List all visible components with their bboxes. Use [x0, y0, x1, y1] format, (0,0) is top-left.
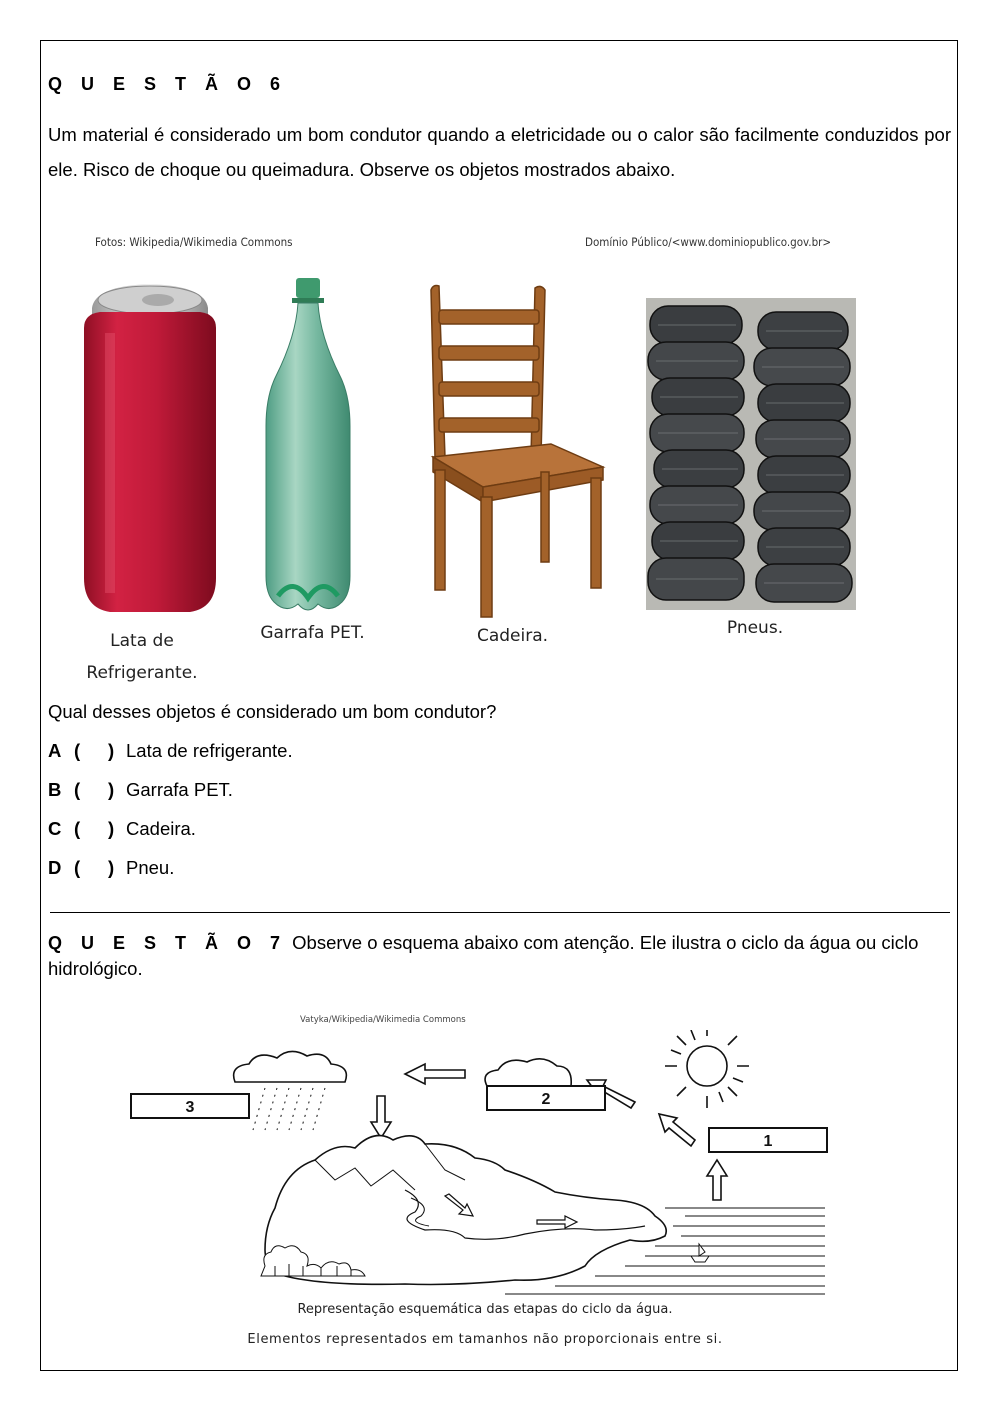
question-7-title: Q U E S T Ã O 7	[48, 933, 288, 953]
label-2: 2	[541, 1091, 551, 1108]
sun-icon	[665, 1030, 749, 1108]
option-text: Pneu.	[126, 857, 175, 878]
pet-bottle-icon	[258, 276, 358, 621]
option-text: Lata de refrigerante.	[126, 740, 293, 761]
option-letter: A	[48, 740, 62, 761]
photo-credit-left: Fotos: Wikipedia/Wikimedia Commons	[95, 235, 293, 249]
option-paren-open: (	[74, 740, 81, 761]
question-6-text: Um material é considerado um bom condutor quando a eletricidade ou o calor são facilmente conduzidos por ele. Risco de choque ou queimadura. Observe os objetos mostrados abaixo.	[48, 124, 951, 180]
soda-can-icon	[70, 278, 230, 628]
option-paren-close: )	[108, 740, 115, 761]
caption-tires: Pneus.	[726, 618, 784, 638]
arrow-condensation-icon	[405, 1064, 465, 1084]
arrow-evaporation-icon	[707, 1160, 727, 1200]
caption-soda-can-line2: Refrigerante.	[86, 663, 198, 683]
option-b[interactable]	[48, 779, 233, 801]
option-c[interactable]	[48, 818, 196, 840]
question-7-text: Observe o esquema abaixo com atenção. Ele ilustra o ciclo da água ou ciclo hidrológico.	[48, 932, 919, 979]
photo-credit-right: Domínio Público/<www.dominiopublico.gov.br>	[585, 235, 832, 249]
diagram-credit: Vatyka/Wikipedia/Wikimedia Commons	[300, 1015, 466, 1025]
label-3: 3	[185, 1099, 195, 1116]
option-letter: C	[48, 818, 62, 839]
boat-icon	[691, 1244, 709, 1262]
caption-soda-can-line1: Lata de	[110, 631, 174, 651]
question-6-title: Q U E S T Ã O 6	[48, 74, 288, 94]
option-letter: B	[48, 779, 62, 800]
rain-cloud-icon	[234, 1051, 347, 1082]
option-paren-open: (	[74, 857, 81, 878]
question-7-header	[48, 930, 953, 982]
cloud-icon	[485, 1059, 571, 1086]
option-paren-open: (	[74, 779, 81, 800]
option-letter: D	[48, 857, 62, 878]
wooden-chair-icon	[423, 282, 608, 620]
option-paren-close: )	[108, 818, 115, 839]
label-1: 1	[763, 1133, 773, 1150]
option-text: Cadeira.	[126, 818, 196, 839]
option-a[interactable]	[48, 740, 293, 762]
arrow-to-1-icon	[659, 1114, 695, 1146]
diagram-caption-1: Representação esquemática das etapas do ciclo da água.	[297, 1302, 673, 1317]
question-6-prompt: Qual desses objetos é considerado um bom condutor?	[48, 701, 497, 722]
tires-stack-icon	[646, 298, 856, 610]
option-paren-open: (	[74, 818, 81, 839]
water-cycle-diagram	[125, 1030, 845, 1300]
caption-chair: Cadeira.	[476, 626, 549, 646]
option-paren-close: )	[108, 779, 115, 800]
option-text: Garrafa PET.	[126, 779, 233, 800]
option-d[interactable]	[48, 857, 174, 879]
section-divider	[50, 912, 950, 913]
diagram-caption-2: Elementos representados em tamanhos não proporcionais entre si.	[247, 1332, 723, 1347]
caption-pet-bottle: Garrafa PET.	[260, 623, 365, 643]
option-paren-close: )	[108, 857, 115, 878]
caption-soda-can	[72, 625, 212, 689]
arrow-rain-down-icon	[371, 1096, 391, 1138]
rain-icon	[253, 1088, 325, 1130]
